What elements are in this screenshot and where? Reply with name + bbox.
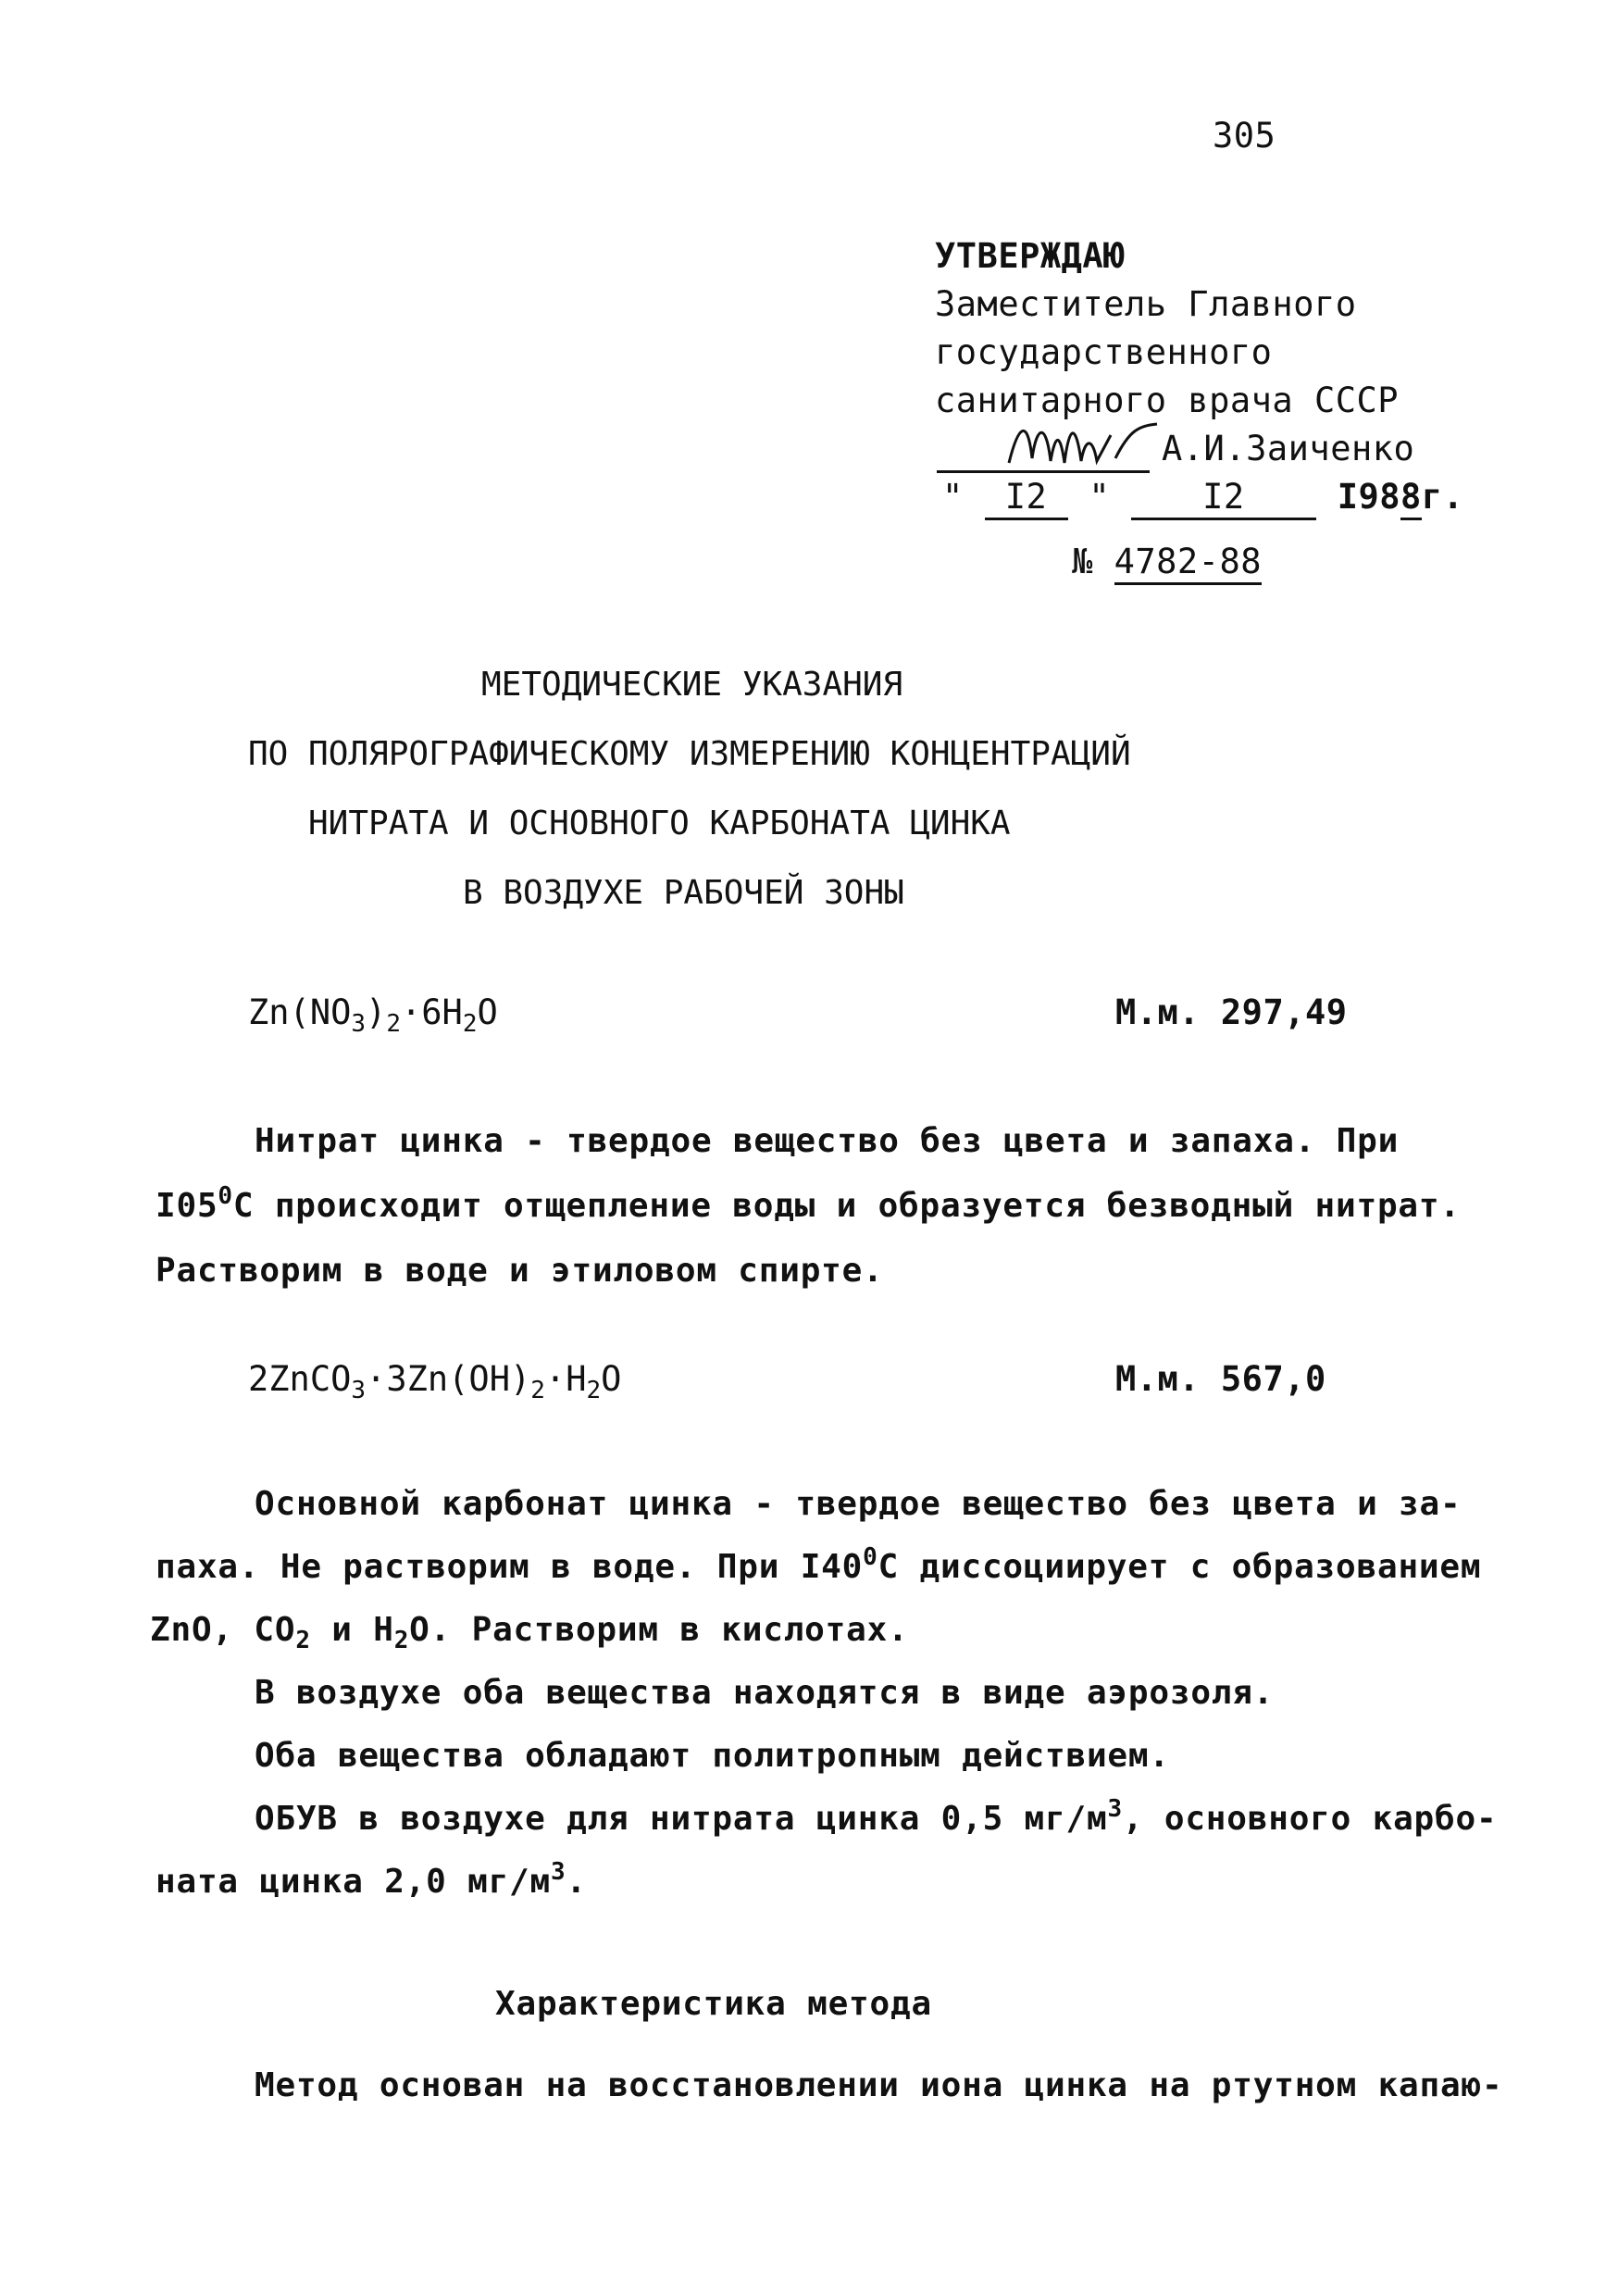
- page-number: 305: [1213, 116, 1276, 156]
- title-line3: НИТРАТА И ОСНОВНОГО КАРБОНАТА ЦИНКА: [308, 805, 1011, 842]
- date-year-prefix: I98: [1337, 477, 1401, 517]
- approval-position-line2: государственного: [935, 332, 1273, 372]
- molar-mass-label: М.м.: [1115, 992, 1201, 1032]
- approval-number: [1072, 542, 1262, 585]
- section-text-line1: Метод основан на восстановлении иона цинка на ртутном капаю-: [255, 2066, 1503, 2104]
- number-sign: №: [1072, 542, 1093, 581]
- approval-signatory: А.И.Заиченко: [1162, 429, 1415, 468]
- compound2-formula: $2ZnCO_3\cdot 3Zn(OH)_2\cdot H_2O$: [248, 1359, 622, 1404]
- approval-position-line3: санитарного врача СССР: [935, 381, 1400, 420]
- date-year-suffix: 8: [1400, 477, 1422, 520]
- approval-heading: УТВЕРЖДАЮ: [935, 236, 1125, 276]
- date-year-unit: г.: [1421, 477, 1464, 517]
- title-line2: ПО ПОЛЯРОГРАФИЧЕСКОМУ ИЗМЕРЕНИЮ КОНЦЕНТРАЦИЙ: [248, 735, 1131, 773]
- molar-mass-value: 567,0: [1220, 1359, 1326, 1399]
- handwritten-signature: [1000, 407, 1185, 481]
- compound1-formula: $Zn(NO_3)_2\cdot 6H_2O$: [248, 992, 498, 1038]
- title-line4: В ВОЗДУХЕ РАБОЧЕЙ ЗОНЫ: [463, 874, 904, 912]
- molar-mass-label: М.м.: [1115, 1359, 1201, 1399]
- date-day: I2: [985, 477, 1068, 520]
- date-quote-open: ": [942, 477, 964, 517]
- paragraph-action: Оба вещества обладают политропным действием.: [255, 1737, 1170, 1775]
- compound1-molar-mass: [1115, 992, 1348, 1033]
- number-value: 4782-88: [1114, 542, 1262, 585]
- title-line1: МЕТОДИЧЕСКИЕ УКАЗАНИЯ: [481, 666, 903, 704]
- date-quote-close: ": [1089, 477, 1111, 517]
- section-heading: Характеристика метода: [495, 1985, 932, 2023]
- compound1-description-line1: Нитрат цинка - твердое вещество без цвета и запаха. При: [255, 1122, 1400, 1160]
- paragraph-obuv-line1: ОБУВ в воздухе для нитрата цинка 0,5 $мг/м^3$, основного карбо-: [255, 1795, 1498, 1838]
- compound1-description-line2: $I05^0С$ происходит отщепление воды и образуется безводный нитрат.: [156, 1182, 1461, 1225]
- paragraph-aerosol: В воздухе оба вещества находятся в виде аэрозоля.: [255, 1674, 1275, 1712]
- compound2-description-line3: ZnO, $CO_2$ и $H_2O$. Растворим в кислотах.: [150, 1611, 909, 1654]
- approval-position-line1: Заместитель Главного: [935, 284, 1357, 324]
- compound2-description-line2: паха. Не растворим в воде. При $I40^0С$ диссоциирует с образованием: [156, 1543, 1482, 1586]
- compound2-molar-mass: [1115, 1359, 1326, 1400]
- molar-mass-value: 297,49: [1220, 992, 1348, 1032]
- compound1-description-line3: Растворим в воде и этиловом спирте.: [156, 1252, 884, 1290]
- approval-date: [942, 477, 1463, 520]
- paragraph-obuv-line2: ната цинка 2,0 $мг/м^3$.: [156, 1858, 587, 1901]
- compound2-description-line1: Основной карбонат цинка - твердое вещество без цвета и за-: [255, 1485, 1462, 1523]
- date-month: I2: [1131, 477, 1316, 520]
